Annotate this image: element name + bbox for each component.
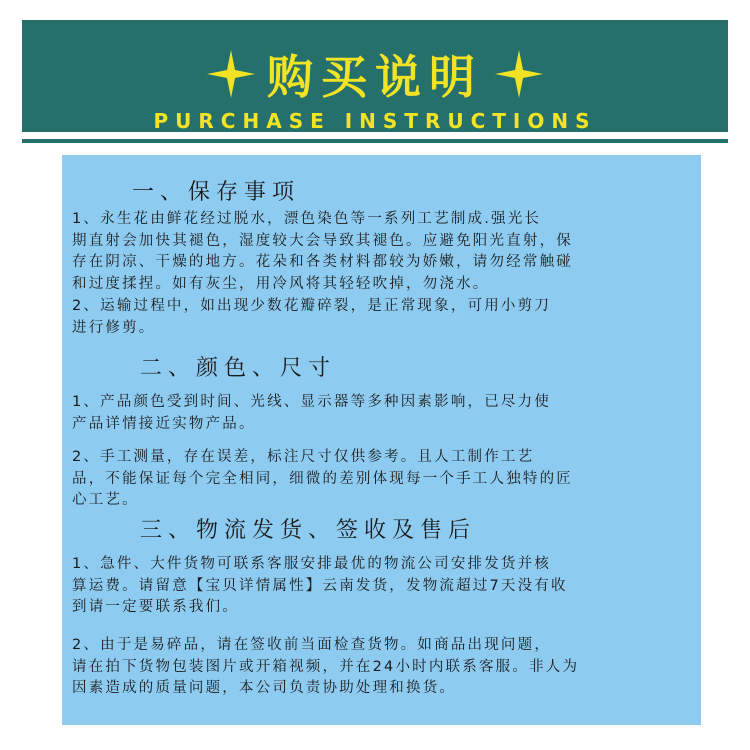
paragraph-storage-2 — [72, 296, 697, 339]
text-line: 1、产品颜色受到时间、光线、显示器等多种因素影响，已尽力使 — [72, 394, 552, 410]
paragraph-color-size-1 — [72, 392, 697, 435]
paragraph-color-size-2 — [72, 447, 697, 512]
text-line: 2、手工测量，存在误差，标注尺寸仅供参考。且人工制作工艺 — [72, 449, 535, 465]
text-line: 进行修剪。 — [72, 319, 156, 336]
section-heading-color-size: 二、颜色、尺寸 — [140, 356, 337, 381]
text-line: 2、运输过程中，如出现少数花瓣碎裂，是正常现象，可用小剪刀 — [72, 298, 552, 314]
paragraph-storage-1 — [72, 209, 697, 295]
text-line: 1、永生花由鲜花经过脱水，漂色染色等一系列工艺制成.强光长 — [72, 211, 542, 227]
section-heading-logistics: 三、物流发货、签收及售后 — [140, 518, 477, 543]
title-row — [22, 44, 728, 104]
sparkle-icon — [493, 48, 545, 100]
text-line: 产品详情接近实物产品。 — [72, 415, 256, 432]
text-line: 算运费。请留意【宝贝详情属性】云南发货，发物流超过7天没有收 — [72, 577, 568, 594]
text-line: 期直射会加快其褪色，湿度较大会导致其褪色。应避免阳光直射，保 — [72, 232, 573, 249]
section-heading-storage: 一、保存事项 — [132, 180, 301, 205]
text-line: 存在阴凉、干燥的地方。花朵和各类材料都较为娇嫩，请勿经常触碰 — [72, 254, 573, 270]
text-line: 到请一定要联系我们。 — [72, 599, 239, 615]
sparkle-icon — [205, 48, 257, 100]
paragraph-logistics-2 — [72, 635, 697, 700]
paragraph-logistics-1 — [72, 554, 697, 619]
page-title: 购买说明 — [267, 50, 483, 104]
text-line: 请在拍下货物包装图片或开箱视频，并在24小时内联系客服。非人为 — [72, 658, 580, 675]
text-line: 因素造成的质量问题，本公司负责协助处理和换货。 — [72, 680, 457, 696]
instructions-panel — [62, 155, 701, 725]
header-banner — [22, 20, 728, 132]
header-divider — [22, 139, 728, 143]
text-line: 品，不能保证每个完全相同，细微的差别体现每一个手工人独特的匠 — [72, 470, 573, 487]
text-line: 和过度揉捏。如有灰尘，用冷风将其轻轻吹掉，勿浇水。 — [72, 275, 490, 292]
text-line: 1、急件、大件货物可联系客服安排最优的物流公司安排发货并核 — [72, 556, 552, 572]
page-subtitle: PURCHASE INSTRUCTIONS — [153, 109, 597, 133]
text-line: 2、由于是易碎品，请在签收前当面检查货物。如商品出现问题， — [72, 637, 552, 653]
text-line: 心工艺。 — [72, 492, 139, 508]
